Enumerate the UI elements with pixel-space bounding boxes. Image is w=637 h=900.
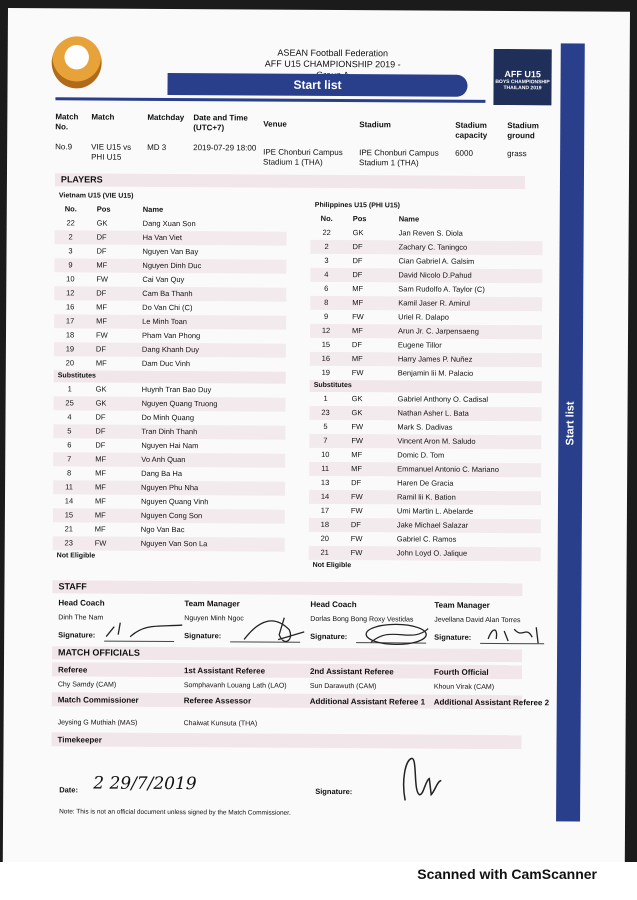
ground-header: Stadium ground xyxy=(507,121,539,141)
player-position: FW xyxy=(352,312,364,322)
player-position: MF xyxy=(351,450,363,460)
player-number: 6 xyxy=(324,283,329,293)
player-name: Gabriel Anthony O. Cadisal xyxy=(397,394,489,404)
player-number: 9 xyxy=(324,311,329,321)
player-number: 10 xyxy=(321,449,330,459)
player-row xyxy=(53,410,285,425)
player-number: 12 xyxy=(321,325,331,335)
player-name: Haren De Gracia xyxy=(397,478,454,488)
substitutes-list xyxy=(309,392,542,561)
player-position: FW xyxy=(350,534,363,544)
player-number: 5 xyxy=(323,421,328,431)
player-row xyxy=(310,296,542,311)
official-name: Khoun Virak (CAM) xyxy=(433,683,495,691)
player-number: 7 xyxy=(323,435,328,445)
venue-value: IPE Chonburi Campus Stadium 1 (THA) xyxy=(263,147,343,167)
player-row xyxy=(53,438,285,453)
player-row xyxy=(309,532,541,547)
player-name: Nguyen Phu Nha xyxy=(141,482,199,493)
player-number: 18 xyxy=(320,519,330,529)
player-name: Domic D. Tom xyxy=(397,450,445,460)
player-row xyxy=(309,434,541,449)
substitutes-list xyxy=(53,382,286,551)
player-name: Jake Michael Salazar xyxy=(396,520,469,530)
player-position: FW xyxy=(95,330,108,340)
player-row xyxy=(310,268,542,283)
player-row xyxy=(53,452,285,467)
commissioner-signature-label: Signature: xyxy=(315,786,353,797)
capacity-header: Stadium capacity xyxy=(455,120,488,140)
ground-value: grass xyxy=(507,149,527,159)
handwritten-signature-icon xyxy=(234,609,314,649)
signature-label: Signature: xyxy=(434,632,472,642)
stadium-value: IPE Chonburi Campus Stadium 1 (THA) xyxy=(359,148,439,168)
player-row xyxy=(54,356,286,371)
official-name: Somphavanh Louang Lath (LAO) xyxy=(183,682,287,690)
player-number: 3 xyxy=(68,246,73,256)
player-row xyxy=(309,420,541,435)
player-name: Nguyen Van Son La xyxy=(140,538,208,549)
player-number: 10 xyxy=(66,274,75,284)
player-position: MF xyxy=(94,510,106,520)
player-row xyxy=(311,240,543,255)
player-name: Emmanuel Antonio C. Mariano xyxy=(397,464,499,475)
substitutes-label: Substitutes xyxy=(54,370,286,383)
staff-role: Team Manager xyxy=(434,600,490,610)
player-name: Le Minh Toan xyxy=(142,316,188,327)
player-name: Nguyen Quang Truong xyxy=(141,398,218,409)
player-name: Ramil lii K. Bation xyxy=(396,492,456,502)
player-position: FW xyxy=(351,436,364,446)
player-name: Vincent Aron M. Saludo xyxy=(397,436,476,446)
player-number: 4 xyxy=(67,412,72,422)
player-position: DF xyxy=(352,242,363,252)
venue-header: Venue xyxy=(263,119,287,129)
player-name: Vo Anh Quan xyxy=(141,454,186,465)
player-position: DF xyxy=(96,232,107,242)
player-position: DF xyxy=(351,478,362,488)
player-name: Mark S. Dadivas xyxy=(397,422,453,432)
player-row xyxy=(309,448,541,463)
player-position: DF xyxy=(350,520,361,530)
player-row xyxy=(310,324,542,339)
player-row xyxy=(310,254,542,269)
player-position: MF xyxy=(352,284,364,294)
championship-logo-icon: AFF U15 BOYS CHAMPIONSHIP THAILAND 2019 xyxy=(493,49,551,105)
player-position: FW xyxy=(350,548,363,558)
staff-name: Dinh The Nam xyxy=(58,614,104,622)
player-row xyxy=(54,382,286,397)
aff-logo-icon xyxy=(52,36,102,88)
date-label: Date: xyxy=(59,785,79,795)
player-name: Jan Reven S. Diola xyxy=(398,228,463,238)
official-role: Match Commissioner xyxy=(57,695,139,705)
player-number: 6 xyxy=(67,440,72,450)
player-number: 15 xyxy=(64,510,74,520)
player-row xyxy=(54,244,286,259)
player-number: 7 xyxy=(67,454,72,464)
player-name: Nguyen Van Bay xyxy=(142,246,199,257)
player-position: MF xyxy=(352,298,364,308)
player-position: DF xyxy=(95,344,106,354)
player-position: GK xyxy=(95,398,107,408)
player-position: MF xyxy=(351,354,363,364)
player-row xyxy=(310,310,542,325)
official-role: Referee xyxy=(57,665,88,675)
player-row xyxy=(53,480,285,495)
player-number: 1 xyxy=(67,384,72,394)
document-note: Note: This is not an official document unless signed by the Match Commissioner. xyxy=(59,808,291,817)
player-number: 21 xyxy=(320,547,329,557)
start-list-sheet xyxy=(3,8,630,866)
player-name: John Loyd O. Jalique xyxy=(396,548,468,558)
player-name: Dang Xuan Son xyxy=(142,218,196,229)
player-position: GK xyxy=(352,228,364,238)
player-number: 11 xyxy=(321,463,330,473)
official-role: 1st Assistant Referee xyxy=(183,666,266,676)
player-position: DF xyxy=(351,340,362,350)
match-no-value: No.9 xyxy=(55,142,73,152)
player-position: MF xyxy=(94,496,106,506)
player-position: DF xyxy=(96,246,107,256)
official-name: Jeysing G Muthiah (MAS) xyxy=(57,719,138,727)
player-number: 22 xyxy=(66,218,75,228)
team-phi-lineup xyxy=(309,200,543,573)
player-position: MF xyxy=(95,454,107,464)
official-role: Additional Assistant Referee 2 xyxy=(433,697,550,708)
player-name: Harry James P. Nuñez xyxy=(397,354,473,364)
side-bar xyxy=(556,43,585,821)
staff-name: Dorlas Bong Bong Roxy Vestidas xyxy=(310,615,414,624)
official-role: Fourth Official xyxy=(433,667,489,677)
player-number: 20 xyxy=(65,358,75,368)
player-name: Kamil Jaser R. Amirul xyxy=(398,298,470,308)
player-row xyxy=(311,226,543,241)
player-number: 8 xyxy=(67,468,72,478)
timekeeper-label: Timekeeper xyxy=(57,735,102,745)
player-number: 16 xyxy=(65,302,75,312)
player-number: 9 xyxy=(68,260,73,270)
player-position: DF xyxy=(96,288,107,298)
side-label: Start list xyxy=(564,401,577,446)
player-name: Cian Gabriel A. Galsim xyxy=(398,256,475,266)
player-name: Cam Ba Thanh xyxy=(142,288,193,299)
staff-section: STAFF xyxy=(52,580,522,596)
starters-list xyxy=(54,216,287,371)
player-position: FW xyxy=(351,368,364,378)
player-position: GK xyxy=(351,408,363,418)
handwritten-signature-icon xyxy=(100,615,190,646)
player-name: Pham Van Phong xyxy=(141,330,201,341)
player-position: MF xyxy=(95,468,107,478)
player-number: 23 xyxy=(64,538,73,548)
handwritten-signature-icon xyxy=(356,614,436,650)
player-row xyxy=(54,342,286,357)
player-name: Gabriel C. Ramos xyxy=(396,534,457,544)
player-row xyxy=(54,286,286,301)
player-name: Uriel R. Dalapo xyxy=(398,312,450,322)
player-row xyxy=(55,216,287,231)
team-name: Vietnam U15 (VIE U15) xyxy=(58,192,134,200)
matchday-value: MD 3 xyxy=(147,142,167,152)
player-position: FW xyxy=(350,506,363,516)
player-name: Zachary C. Taningco xyxy=(398,242,468,252)
player-row xyxy=(55,230,287,245)
player-row xyxy=(53,424,285,439)
starters-list xyxy=(310,226,543,381)
player-name: Nguyen Quang Vinh xyxy=(140,496,209,507)
player-position: DF xyxy=(352,256,363,266)
player-row xyxy=(53,508,285,523)
player-name: Dang Ba Ha xyxy=(141,468,183,479)
player-number: 22 xyxy=(322,227,331,237)
player-name: Nguyen Dinh Duc xyxy=(142,260,202,271)
player-position: FW xyxy=(96,274,109,284)
official-role: 2nd Assistant Referee xyxy=(309,666,394,677)
player-row xyxy=(309,406,541,421)
capacity-value: 6000 xyxy=(455,148,473,158)
official-role: Referee Assessor xyxy=(183,696,252,706)
datetime-value: 2019-07-29 18:00 xyxy=(193,143,257,153)
player-position: GK xyxy=(95,384,107,394)
player-position: GK xyxy=(351,394,363,404)
player-position: MF xyxy=(352,326,363,336)
player-name: Dang Khanh Duy xyxy=(141,344,200,355)
player-name: Do Van Chi (C) xyxy=(142,302,193,313)
substitutes-label: Substitutes xyxy=(310,380,542,393)
player-name: Umi Martin L. Abelarde xyxy=(396,506,474,516)
player-position: FW xyxy=(350,492,363,502)
player-position: GK xyxy=(96,218,108,228)
stadium-header: Stadium xyxy=(359,120,391,130)
player-row xyxy=(309,490,541,505)
player-name: Dam Duc Vinh xyxy=(141,358,191,369)
staff-name: Jevellana David Alan Torres xyxy=(434,616,521,625)
player-number: 12 xyxy=(66,288,75,298)
player-number: 1 xyxy=(323,393,328,403)
match-header: Match xyxy=(91,112,115,122)
not-eligible-label: Not Eligible xyxy=(312,561,352,570)
player-number: 2 xyxy=(68,232,73,242)
player-row xyxy=(54,258,286,273)
player-number: 5 xyxy=(67,426,72,436)
player-number: 19 xyxy=(65,344,75,354)
player-row xyxy=(309,504,541,519)
doc-title: Start list xyxy=(167,73,467,97)
player-number: 25 xyxy=(65,398,74,408)
matchday-header: Matchday xyxy=(147,112,185,123)
player-number: 3 xyxy=(324,255,329,265)
player-name: Eugene Tillor xyxy=(397,340,442,350)
staff-role: Head Coach xyxy=(310,599,357,610)
official-name: Sun Darawuth (CAM) xyxy=(309,682,377,691)
datetime-header: Date and Time (UTC+7) xyxy=(193,113,248,133)
player-name: Ha Van Viet xyxy=(142,232,182,243)
player-row xyxy=(310,282,542,297)
player-position: MF xyxy=(95,358,107,368)
official-role: Additional Assistant Referee 1 xyxy=(309,696,426,707)
column-header-row: No. Pos Name xyxy=(320,213,420,224)
player-row xyxy=(54,328,286,343)
player-position: DF xyxy=(95,412,106,422)
player-number: 14 xyxy=(64,496,74,506)
player-number: 21 xyxy=(64,524,74,534)
player-position: MF xyxy=(95,482,106,492)
competition-name: AFF U15 CHAMPIONSHIP 2019 - xyxy=(264,58,401,70)
player-position: DF xyxy=(95,426,106,436)
player-number: 20 xyxy=(320,533,329,543)
player-row xyxy=(309,546,541,561)
player-row xyxy=(53,536,285,551)
player-position: FW xyxy=(351,422,364,432)
player-number: 18 xyxy=(65,330,75,340)
staff-name: Nguyen Minh Ngoc xyxy=(184,615,244,623)
scanner-watermark: Scanned with CamScanner xyxy=(417,866,597,882)
player-position: DF xyxy=(352,270,363,280)
timekeeper-band xyxy=(51,732,521,749)
signature-label: Signature: xyxy=(184,631,222,641)
player-name: Cai Van Quy xyxy=(142,274,185,285)
player-name: Benjamin lii M. Palacio xyxy=(397,368,474,378)
official-name: Chaiwat Kunsuta (THA) xyxy=(183,720,258,728)
player-number: 2 xyxy=(324,241,329,251)
player-name: Ngo Van Bac xyxy=(140,524,185,535)
player-number: 19 xyxy=(321,367,330,377)
handwritten-date: 2 29/7/2019 xyxy=(93,773,197,795)
player-name: Tran Dinh Thanh xyxy=(141,426,198,437)
player-number: 23 xyxy=(321,407,330,417)
player-number: 15 xyxy=(321,339,331,349)
player-number: 13 xyxy=(320,477,330,487)
player-row xyxy=(54,314,286,329)
player-number: 4 xyxy=(324,269,329,279)
player-row xyxy=(54,396,286,411)
commissioner-signature-icon xyxy=(391,750,451,810)
match-no-header: Match No. xyxy=(55,112,79,132)
player-name: Nathan Asher L. Bata xyxy=(397,408,469,418)
player-position: FW xyxy=(94,538,107,548)
player-name: Nguyen Hai Nam xyxy=(141,440,199,451)
player-row xyxy=(310,392,542,407)
not-eligible-label: Not Eligible xyxy=(56,552,96,560)
signature-label: Signature: xyxy=(58,630,96,640)
org-name: ASEAN Football Federation xyxy=(277,47,389,59)
column-header-row: No. Pos Name xyxy=(64,204,164,214)
player-row xyxy=(54,272,286,287)
player-name: Do Minh Quang xyxy=(141,412,195,423)
player-row xyxy=(53,522,285,537)
player-position: MF xyxy=(94,524,106,534)
officials-section: MATCH OFFICIALS xyxy=(52,646,522,662)
player-row xyxy=(53,494,285,509)
team-vie-lineup xyxy=(53,190,287,563)
player-position: MF xyxy=(96,302,108,312)
player-name: David Nicolo D.Pahud xyxy=(398,270,472,280)
player-position: MF xyxy=(96,316,107,326)
player-row xyxy=(309,462,541,477)
player-name: Nguyen Cong Son xyxy=(140,510,203,521)
player-number: 11 xyxy=(65,482,73,492)
staff-role: Team Manager xyxy=(184,599,240,609)
signature-label: Signature: xyxy=(310,631,348,642)
player-number: 16 xyxy=(321,353,331,363)
match-value: VIE U15 vs PHI U15 xyxy=(91,142,132,162)
player-row xyxy=(53,466,285,481)
player-row xyxy=(309,476,541,491)
player-row xyxy=(310,338,542,353)
handwritten-signature-icon xyxy=(482,619,552,649)
player-number: 14 xyxy=(320,491,330,501)
player-number: 17 xyxy=(65,316,75,326)
player-number: 17 xyxy=(320,505,330,515)
player-number: 8 xyxy=(324,297,329,307)
scanner-footer xyxy=(0,862,637,900)
player-position: MF xyxy=(351,464,363,474)
player-position: DF xyxy=(95,440,106,450)
player-row xyxy=(309,518,541,533)
player-name: Sam Rudolfo A. Taylor (C) xyxy=(398,284,485,294)
staff-role: Head Coach xyxy=(58,598,105,608)
player-name: Arun Jr. C. Jarpensaeng xyxy=(398,326,479,336)
team-name: Philippines U15 (PHI U15) xyxy=(314,201,401,210)
players-section: PLAYERS xyxy=(55,173,525,189)
player-row xyxy=(310,352,542,367)
player-position: MF xyxy=(96,260,108,270)
player-row xyxy=(54,300,286,315)
player-name: Huynh Tran Bao Duy xyxy=(141,384,212,395)
official-name: Chy Samdy (CAM) xyxy=(57,681,117,689)
title-underline xyxy=(55,97,485,103)
player-row xyxy=(310,366,542,381)
